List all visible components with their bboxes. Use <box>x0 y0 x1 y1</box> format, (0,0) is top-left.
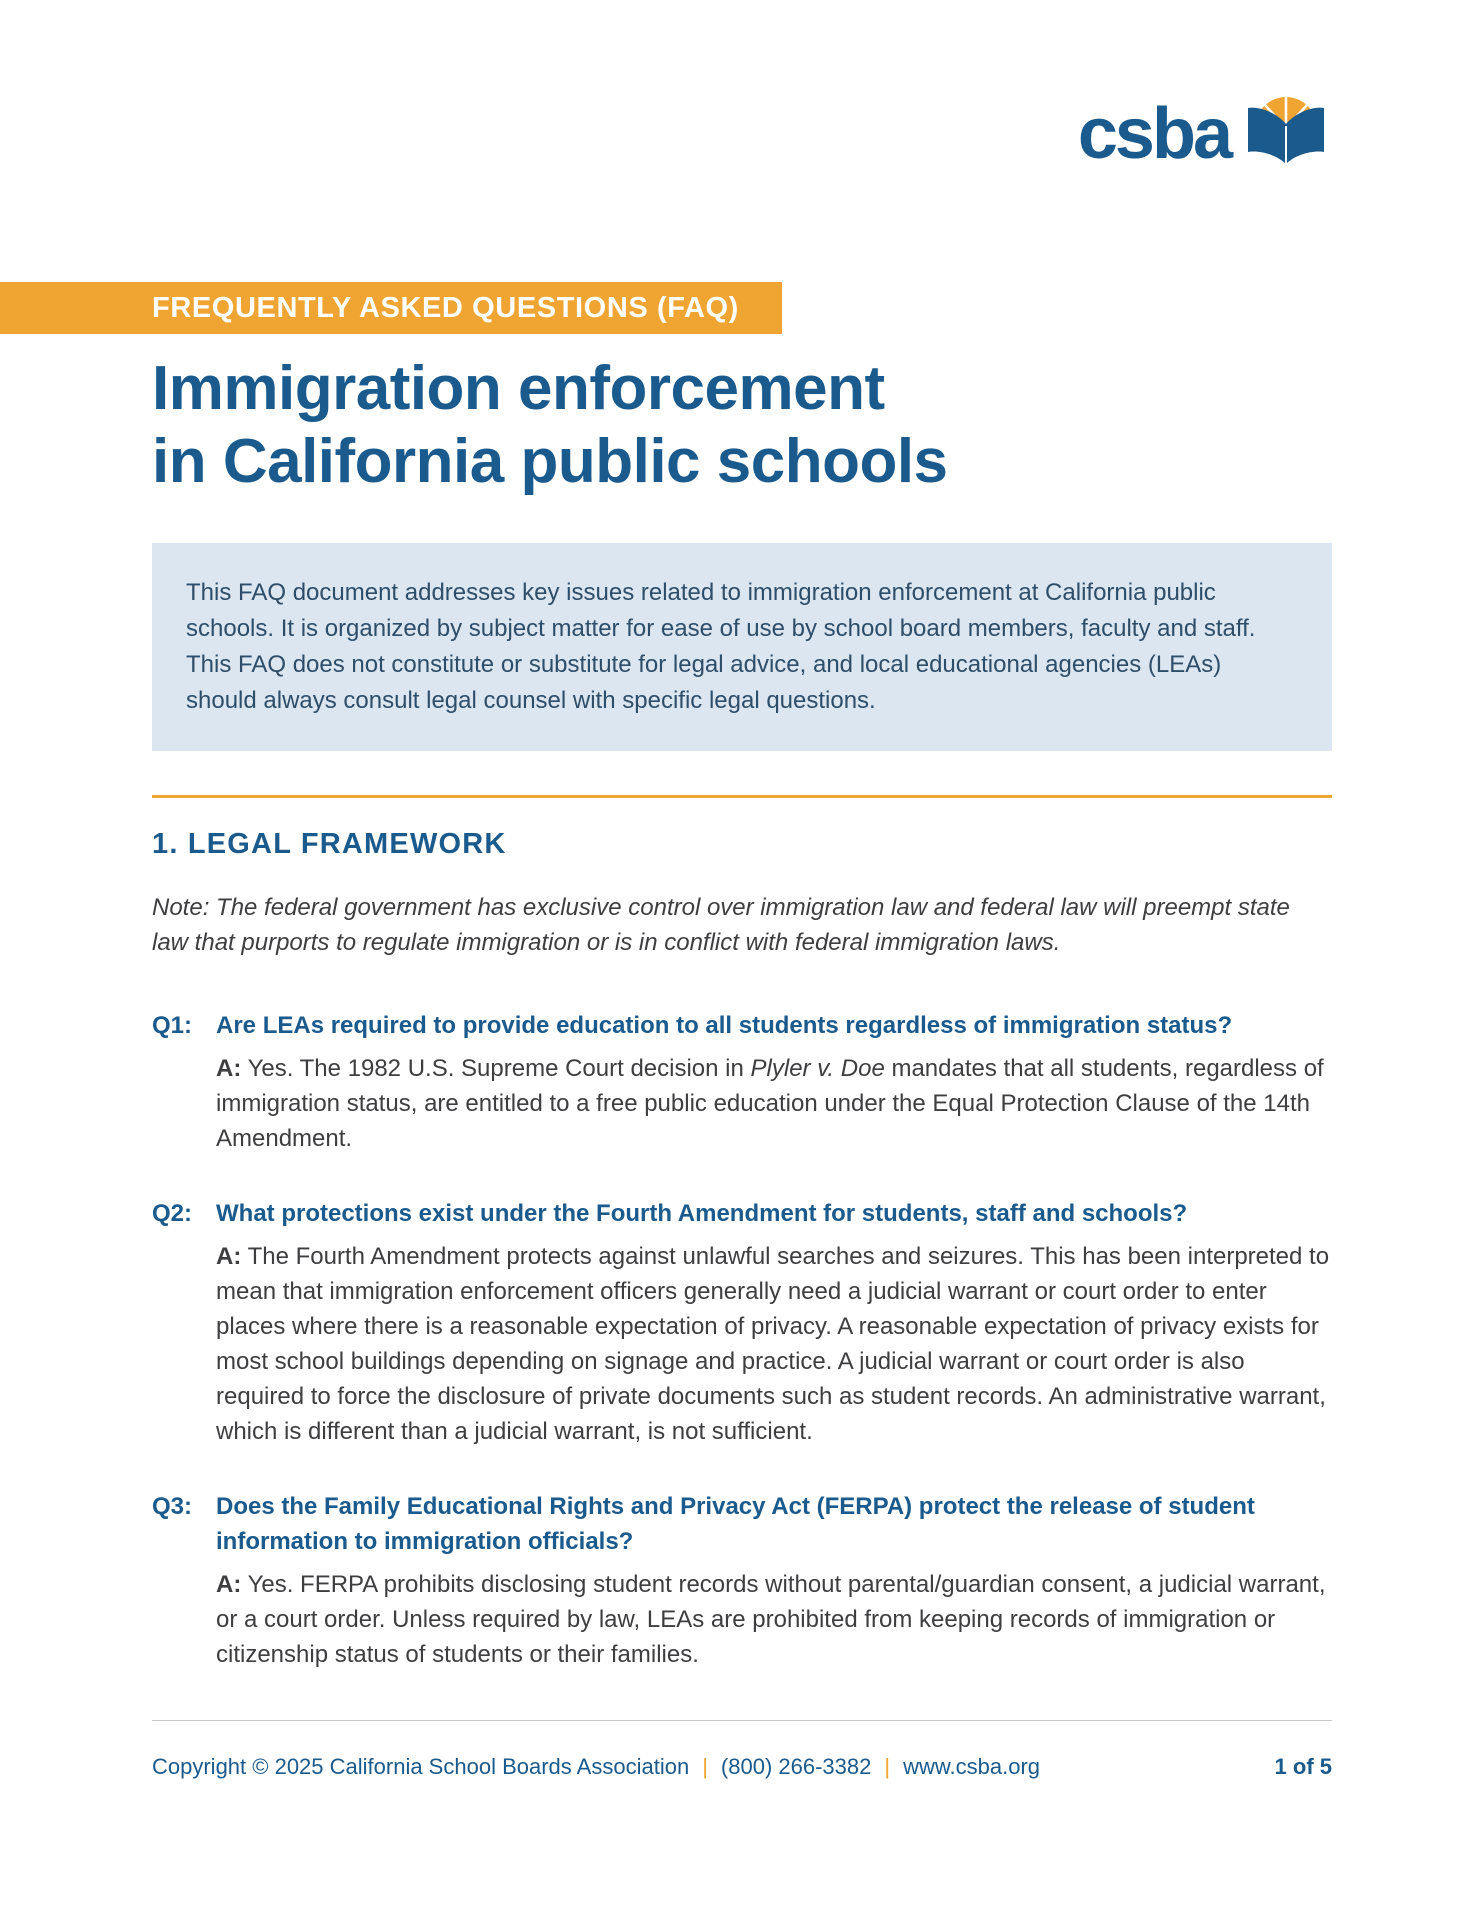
question-number: Q1: <box>152 1012 193 1039</box>
answer-body-continued: mandates that all students, regardless of immigration status, are entitled to a free public education under the Equal Protection Clause of the 14th Amendment. <box>216 1055 1324 1152</box>
intro-box <box>152 543 1332 751</box>
answer-body: The Fourth Amendment protects against unlawful searches and seizures. This has been interpreted to mean that immigration enforcement officers generally need a judicial warrant or court order to enter places where there is a reasonable expectation of privacy. A reasonable expectation of privacy exists for most school buildings depending on signage and practice. A judicial warrant or court order is also required to force the disclosure of private documents such as student records. An administrative warrant, which is different than a judicial warrant, is not sufficient. <box>216 1243 1330 1445</box>
answer-label: A: <box>216 1055 242 1082</box>
answer-body: Yes. FERPA prohibits disclosing student records without parental/guardian consent, a judicial warrant, or a court order. Unless required by law, LEAs are prohibited from keeping records of immigration or citizenship status of students or their families. <box>216 1571 1326 1668</box>
answer-text <box>152 1051 1332 1156</box>
question-row <box>152 1008 1332 1043</box>
answer-text <box>152 1239 1332 1449</box>
answer-label: A: <box>216 1571 242 1598</box>
question-number: Q3: <box>152 1493 193 1520</box>
footer-phone: (800) 266-3382 <box>720 1754 872 1779</box>
csba-wordmark: csba <box>1077 94 1230 174</box>
qa-item-q3 <box>152 1489 1332 1672</box>
question-row <box>152 1489 1332 1559</box>
section-heading-legal-framework: 1. LEGAL FRAMEWORK <box>152 828 507 860</box>
question-text: Does the Family Educational Rights and Privacy Act (FERPA) protect the release of student information to immigration officials? <box>216 1493 1255 1555</box>
footer-separator: | <box>702 1754 708 1779</box>
question-text: What protections exist under the Fourth Amendment for students, staff and schools? <box>216 1200 1188 1227</box>
csba-book-sunrise-icon <box>1240 94 1332 174</box>
qa-item-q2 <box>152 1196 1332 1449</box>
answer-body: Yes. The 1982 U.S. Supreme Court decision in <box>241 1055 751 1082</box>
footer-copyright: Copyright © 2025 California School Boards Association <box>152 1754 690 1779</box>
page-number: 1 of 5 <box>1274 1754 1332 1779</box>
footer <box>152 1754 1332 1780</box>
page-title-line1: Immigration enforcement <box>152 354 885 423</box>
page-title-line2: in California public schools <box>152 427 948 496</box>
section-note: Note: The federal government has exclusive control over immigration law and federal law will preempt state law that purports to regulate immigration or is in conflict with federal immigration laws. <box>152 894 1290 956</box>
question-row <box>152 1196 1332 1231</box>
page-title <box>152 352 948 498</box>
footer-rule <box>152 1720 1332 1721</box>
intro-text: This FAQ document addresses key issues related to immigration enforcement at California public schools. It is organized by subject matter for ease of use by school board members, faculty and staff. This FAQ does not constitute or substitute for legal advice, and local educational agencies (LEAs) should always consult legal counsel with specific legal questions. <box>186 579 1256 714</box>
question-text: Are LEAs required to provide education to all students regardless of immigration status? <box>216 1012 1233 1039</box>
section-top-rule <box>152 795 1332 798</box>
qa-list <box>152 1008 1332 1712</box>
footer-separator: | <box>884 1754 891 1779</box>
csba-logo <box>1078 94 1332 174</box>
answer-case-citation: Plyler v. Doe <box>750 1055 885 1082</box>
faq-banner <box>0 282 782 334</box>
question-number: Q2: <box>152 1200 193 1227</box>
answer-text <box>152 1567 1332 1672</box>
footer-website-link[interactable]: www.csba.org <box>903 1754 1041 1779</box>
qa-item-q1 <box>152 1008 1332 1156</box>
answer-label: A: <box>216 1243 242 1270</box>
faq-banner-label: FREQUENTLY ASKED QUESTIONS (FAQ) <box>152 291 739 324</box>
footer-info <box>152 1754 1040 1780</box>
